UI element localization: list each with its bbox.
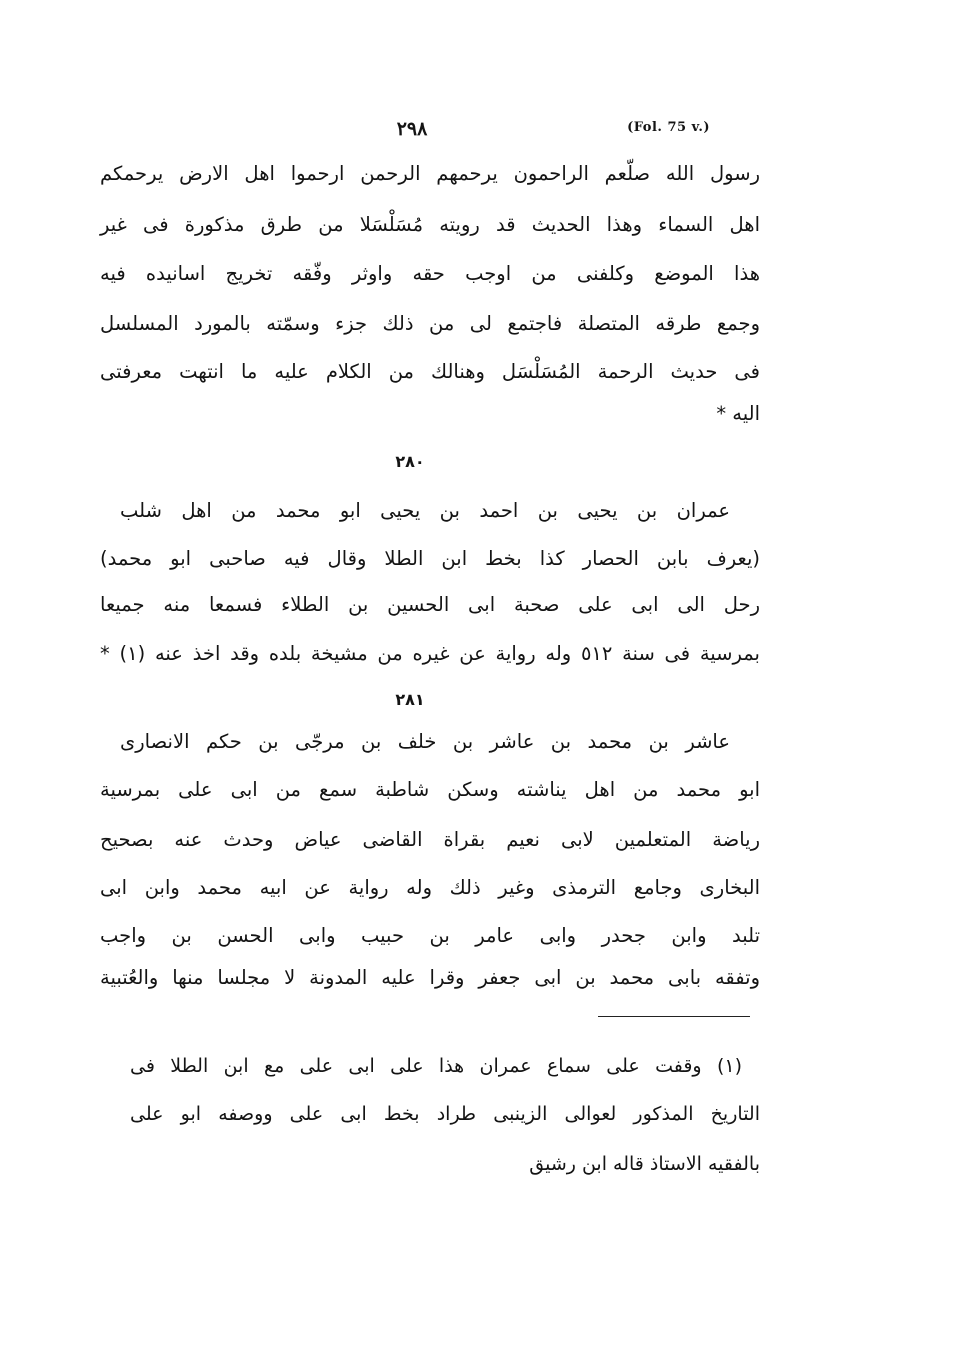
text-line: البخارى وجامع الترمذى وغير ذلك وله رواية عن ابيه محمد وابن ابى — [100, 876, 760, 899]
text-line: تلبد وابن جحدر وابى عامر بن حبيب وابى الحسن بن واجب — [100, 924, 760, 947]
footnote-line: بالفقيه الاستاذ قاله ابن رشيق — [529, 1153, 760, 1175]
footnote-line: (١) وقفت على سماع عمران هذا على ابى على مع ابن الطلا فى — [130, 1055, 742, 1077]
text-line: رسول الله صلّعم الراحمون يرحمهم الرحمن ارحموا اهل الارض يرحمكم — [100, 162, 760, 185]
text-line: ابو محمد من اهل يناشته وسكن شاطبة سمع من ابى على بمرسية — [100, 778, 760, 801]
text-line: بمرسية فى سنة ٥١٢ وله رواية عن غيره من مشيخة بلده وقد اخذ عنه (١) * — [100, 642, 760, 665]
text-line: وتفقه بابى محمد بن ابى جعفر وقرا عليه المدونة لا مجلسا منها والعُتبية — [100, 966, 760, 989]
text-line: (يعرف بابن الحصار كذا بخط ابن الطلا وقال فيه صاحبى ابو محمد) — [100, 547, 760, 570]
text-line: اليه * — [716, 402, 760, 425]
text-line: رياضة المتعلمين لابى نعيم بقراة القاضى عياض وحدث عنه بصحيح — [100, 828, 760, 851]
entry-number: ٢٨٠ — [395, 452, 425, 471]
text-line: وجمع طرقه المتصلة فاجتمع لى من ذلك جزء وسمّته بالمورد المسلسل — [100, 312, 760, 335]
text-line: عاشر بن محمد بن عاشر بن خلف بن مرجّى بن حكم الانصارى — [120, 730, 730, 753]
text-line: هذا الموضع وكلفنى من اوجب حقه واوثر وفّقه تخريج اسانيده فيه — [100, 262, 760, 285]
text-line: رحل الى ابى على صحبة ابى الحسين بن الطلاء فسمعا منه جميعا — [100, 593, 760, 616]
text-line: عمران بن يحيى بن احمد بن يحيى ابو محمد من اهل شلب — [120, 499, 730, 522]
page-header — [110, 118, 750, 144]
page-number: ٢٩٨ — [396, 118, 428, 140]
text-line: اهل السماء وهذا الحديث قد رويته مُسَلْسَلا من طرق مذكورة فى غير — [100, 213, 760, 236]
text-line: فى حديث الرحمة المُسَلْسَل وهنالك من الكلام عليه ما انتهت معرفتى — [100, 360, 760, 383]
footnote-rule — [598, 1016, 750, 1017]
folio-reference: (Fol. 75 v.) — [627, 120, 710, 135]
entry-number: ٢٨١ — [395, 690, 425, 709]
footnote-line: التاريخ المذكور لعوالى الزينبى طراد بخط ابى على ووصفه ابو على — [130, 1103, 760, 1125]
